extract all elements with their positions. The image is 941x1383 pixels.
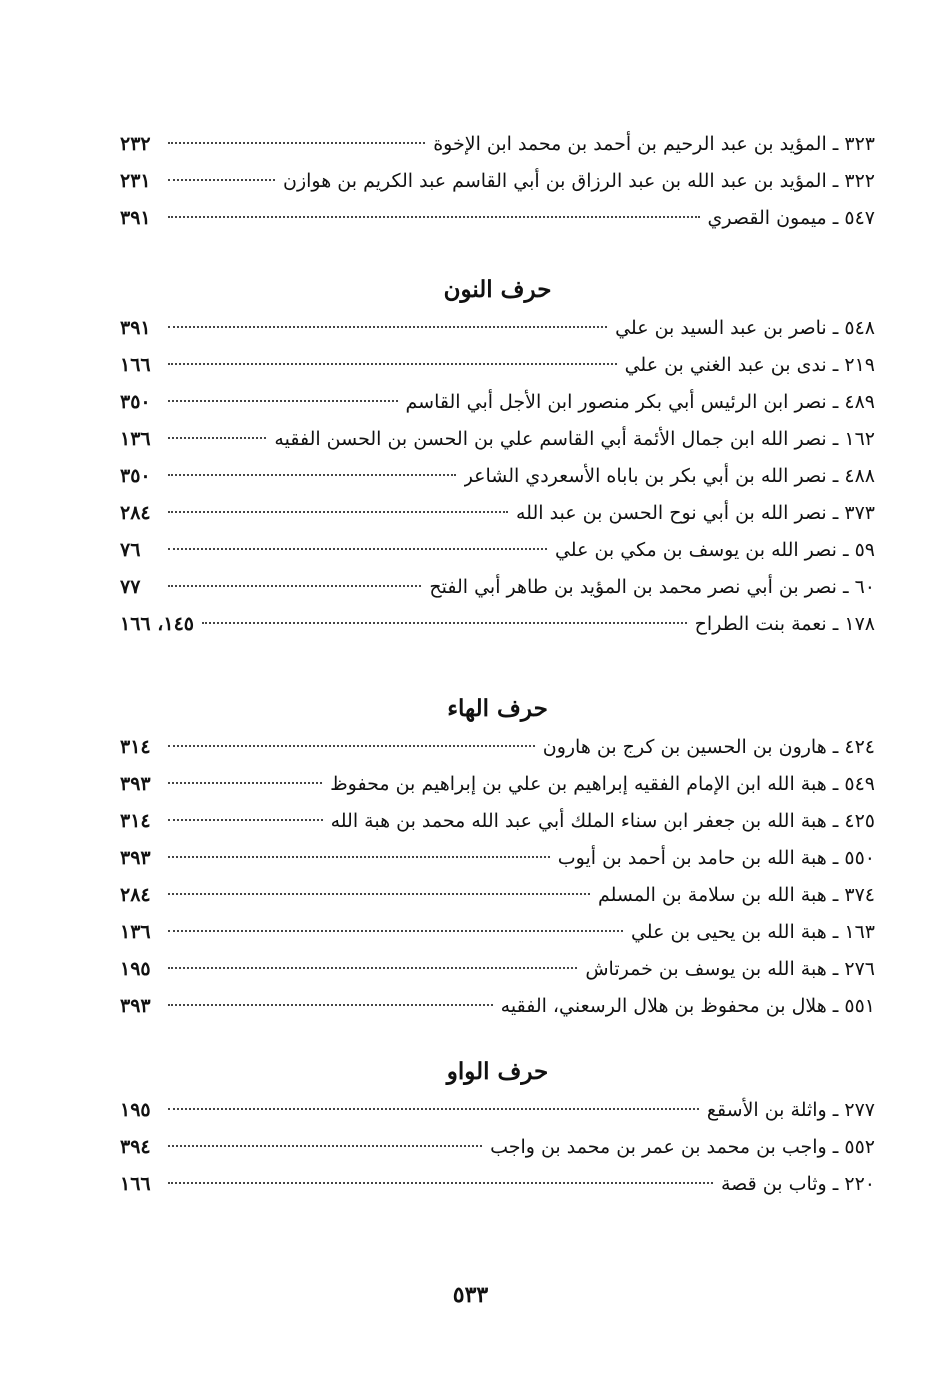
entry-pages: ٣٩٣ (120, 847, 151, 869)
leader-dots (168, 326, 607, 328)
leader-dots (168, 511, 508, 513)
entry-name: ٤٨٩ ـ نصر ابن الرئيس أبي بكر منصور ابن الأجل أبي القاسم (405, 391, 875, 413)
entry-pages: ١٣٦ (120, 428, 151, 450)
index-entry (120, 421, 875, 458)
entry-name: ٣٢٢ ـ المؤيد بن عبد الله بن عبد الرزاق بن أبي القاسم عبد الكريم بن هوازن (283, 170, 875, 192)
section-nun (120, 270, 875, 643)
entry-name: ٢٢٠ ـ وثاب بن قصة (721, 1173, 875, 1195)
entry-name: ٣٧٣ ـ نصر الله بن أبي نوح الحسن بن عبد الله (516, 502, 875, 524)
entry-pages: ١٣٦ (120, 921, 151, 943)
leader-dots (168, 1145, 482, 1147)
index-entry (120, 200, 875, 237)
entry-name: ٥٥٢ ـ واجب بن محمد بن عمر بن محمد بن واجب (490, 1136, 875, 1158)
page-number: ٥٣٣ (452, 1282, 489, 1308)
entry-name: ١٦٢ ـ نصر الله ابن جمال الأئمة أبي القاسم علي بن الحسن بن الحسن الفقيه (274, 428, 875, 450)
index-entry (120, 914, 875, 951)
leader-dots (168, 745, 535, 747)
index-entry (120, 569, 875, 606)
entry-pages: ٧٧ (120, 576, 141, 598)
entry-name: ٥٥١ ـ هلال بن محفوظ بن هلال الرسعني، الفقيه (500, 995, 875, 1017)
leader-dots (168, 585, 421, 587)
leader-dots (168, 893, 590, 895)
entry-name: ٢٧٦ ـ هبة الله بن يوسف بن خمرتاش (585, 958, 875, 980)
entry-name: ٦٠ ـ نصر بن أبي نصر محمد بن المؤيد بن طاهر أبي الفتح (429, 576, 875, 598)
entry-name: ٥٤٧ ـ ميمون القصري (707, 207, 875, 229)
index-entry (120, 126, 875, 163)
index-entry (120, 310, 875, 347)
leader-dots (168, 216, 700, 218)
index-entry (120, 163, 875, 200)
index-entry (120, 803, 875, 840)
entry-name: ٤٨٨ ـ نصر الله بن أبي بكر بن باباه الأسعردي الشاعر (463, 465, 875, 487)
entry-pages: ٣٩٤ (120, 1136, 151, 1158)
index-entry (120, 606, 875, 643)
section-heading: حرف الهاء (447, 695, 548, 722)
entry-pages: ٧٦ (120, 539, 141, 561)
index-entry (120, 988, 875, 1025)
leader-dots (168, 856, 550, 858)
leader-dots (168, 1108, 699, 1110)
leader-dots (168, 1182, 713, 1184)
index-entry (120, 532, 875, 569)
section-heading: حرف النون (443, 276, 552, 303)
entry-pages: ١٩٥ (120, 1099, 151, 1121)
entry-name: ٥٥٠ ـ هبة الله بن حامد بن أحمد بن أيوب (557, 847, 875, 869)
entry-pages: ٢٣٢ (120, 133, 151, 155)
leader-dots (168, 1004, 493, 1006)
entry-name: ٤٢٥ ـ هبة الله بن جعفر ابن سناء الملك أبي عبد الله محمد بن هبة الله (330, 810, 875, 832)
entry-pages: ٣١٤ (120, 736, 151, 758)
index-entry (120, 766, 875, 803)
entry-pages: ٢٨٤ (120, 502, 151, 524)
leader-dots (168, 819, 323, 821)
index-entry (120, 384, 875, 421)
leader-dots (168, 474, 456, 476)
section-heading: حرف الواو (446, 1058, 549, 1085)
index-entry (120, 458, 875, 495)
entry-name: ١٦٣ ـ هبة الله بن يحيى بن علي (630, 921, 875, 943)
leader-dots (168, 437, 266, 439)
entry-name: ٤٢٤ ـ هارون بن الحسين بن كرج بن هارون (542, 736, 875, 758)
entry-name: ١٧٨ ـ نعمة بنت الطراح (694, 613, 875, 635)
entry-name: ٣٧٤ ـ هبة الله بن سلامة بن المسلم (597, 884, 875, 906)
leader-dots (168, 548, 547, 550)
entry-pages: ٣٥٠ (120, 465, 151, 487)
entry-name: ٥٤٩ ـ هبة الله ابن الإمام الفقيه إبراهيم بن علي بن إبراهيم بن محفوظ (330, 773, 875, 795)
entry-pages: ٣٩١ (120, 317, 151, 339)
entry-pages: ٣٩١ (120, 207, 151, 229)
section-ha (120, 689, 875, 1025)
index-entry (120, 1129, 875, 1166)
index-entry (120, 840, 875, 877)
entry-name: ٥٤٨ ـ ناصر بن عبد السيد بن علي (615, 317, 875, 339)
index-entry (120, 495, 875, 532)
entry-name: ٥٩ ـ نصر الله بن يوسف بن مكي بن علي (554, 539, 875, 561)
index-entry (120, 1166, 875, 1203)
entry-name: ٢١٩ ـ ندى بن عبد الغني بن علي (624, 354, 875, 376)
leader-dots (168, 142, 425, 144)
entry-pages: ٣١٤ (120, 810, 151, 832)
entry-name: ٢٧٧ ـ واثلة بن الأسقع (706, 1099, 875, 1121)
entry-pages: ٢٨٤ (120, 884, 151, 906)
leader-dots (202, 622, 687, 624)
index-entry (120, 877, 875, 914)
entry-name: ٣٢٣ ـ المؤيد بن عبد الرحيم بن أحمد بن محمد ابن الإخوة (433, 133, 875, 155)
leader-dots (168, 363, 617, 365)
entry-pages: ٢٣١ (120, 170, 151, 192)
entry-pages: ١٦٦ (120, 354, 151, 376)
index-entry (120, 1092, 875, 1129)
section-continuation (120, 126, 875, 237)
entry-pages: ١٩٥ (120, 958, 151, 980)
index-entry (120, 347, 875, 384)
entry-pages: ١٤٥، ١٦٦ (120, 613, 194, 635)
leader-dots (168, 782, 322, 784)
leader-dots (168, 967, 577, 969)
entry-pages: ٣٥٠ (120, 391, 151, 413)
entry-pages: ٣٩٣ (120, 995, 151, 1017)
index-entry (120, 951, 875, 988)
index-entry (120, 729, 875, 766)
section-waw (120, 1052, 875, 1203)
entry-pages: ٣٩٣ (120, 773, 151, 795)
leader-dots (168, 930, 623, 932)
leader-dots (168, 179, 275, 181)
leader-dots (168, 400, 398, 402)
entry-pages: ١٦٦ (120, 1173, 151, 1195)
